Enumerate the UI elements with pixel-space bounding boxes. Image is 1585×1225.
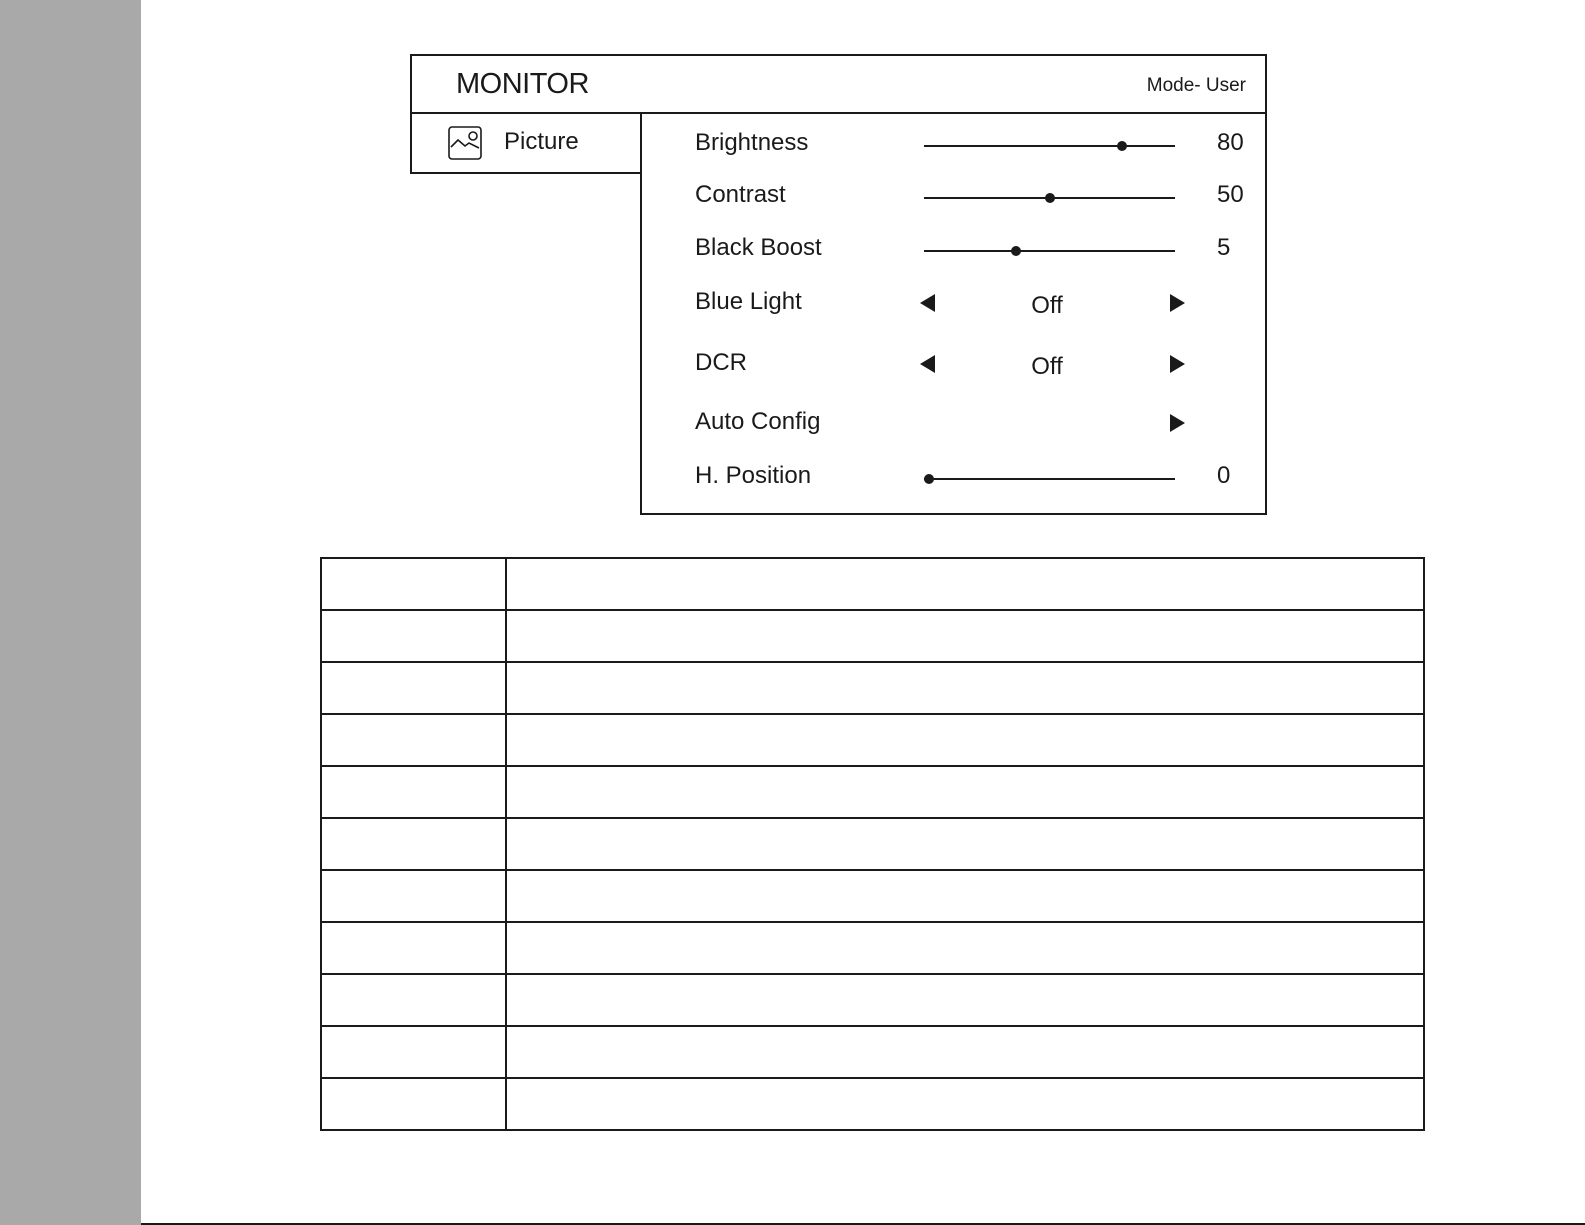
tab-label: Picture [504,128,579,155]
contrast-slider[interactable] [924,197,1175,199]
table-row [321,922,1424,974]
table-cell [506,974,1424,1026]
table-row [321,662,1424,714]
osd-header [410,54,1267,114]
table-cell [321,662,506,714]
h-position-row[interactable] [642,458,1265,498]
black-boost-row[interactable] [642,230,1265,270]
black-boost-value: 5 [1217,234,1231,261]
dcr-left-arrow-icon[interactable] [920,355,935,373]
picture-icon [448,126,482,160]
blue-light-row[interactable] [642,284,1265,324]
brightness-row[interactable] [642,125,1265,165]
table-cell [321,766,506,818]
tab-picture[interactable] [410,112,642,174]
table-row [321,766,1424,818]
table-row [321,1078,1424,1130]
table-row [321,714,1424,766]
table-cell [321,610,506,662]
table-cell [321,818,506,870]
table-cell [321,1026,506,1078]
black-boost-slider-knob[interactable] [1011,246,1021,256]
table-cell [506,870,1424,922]
table-cell [506,714,1424,766]
table-cell [506,1078,1424,1130]
description-table [320,557,1425,1131]
h-position-slider[interactable] [924,478,1175,480]
h-position-slider-knob[interactable] [924,474,934,484]
table-row [321,610,1424,662]
table-cell [321,714,506,766]
page-side-bar [0,0,141,1225]
osd-title: MONITOR [456,68,589,100]
table-cell [506,610,1424,662]
table-row [321,974,1424,1026]
contrast-slider-knob[interactable] [1045,193,1055,203]
dcr-row[interactable] [642,345,1265,385]
table-cell [321,1078,506,1130]
blue-light-left-arrow-icon[interactable] [920,294,935,312]
blue-light-label: Blue Light [695,288,802,315]
table-row [321,818,1424,870]
table-row [321,870,1424,922]
blue-light-value: Off [1031,292,1063,319]
dcr-label: DCR [695,349,747,376]
auto-config-row[interactable] [642,404,1265,444]
table-cell [506,818,1424,870]
table-cell [321,974,506,1026]
table-cell [506,1026,1424,1078]
table-cell [506,766,1424,818]
brightness-slider-knob[interactable] [1117,141,1127,151]
brightness-value: 80 [1217,129,1244,156]
h-position-label: H. Position [695,462,812,489]
contrast-label: Contrast [695,181,786,208]
contrast-value: 50 [1217,181,1244,208]
brightness-label: Brightness [695,129,809,156]
table-cell [506,922,1424,974]
table-cell [321,922,506,974]
dcr-right-arrow-icon[interactable] [1170,355,1185,373]
blue-light-right-arrow-icon[interactable] [1170,294,1185,312]
h-position-value: 0 [1217,462,1231,489]
table-cell [321,558,506,610]
auto-config-label: Auto Config [695,408,821,435]
brightness-slider[interactable] [924,145,1175,147]
table-cell [506,662,1424,714]
table-cell [506,558,1424,610]
settings-panel [640,112,1267,515]
table-row [321,558,1424,610]
table-cell [321,870,506,922]
dcr-value: Off [1031,353,1063,380]
contrast-row[interactable] [642,177,1265,217]
black-boost-slider[interactable] [924,250,1175,252]
mode-indicator: Mode- User [1146,75,1246,96]
table-row [321,1026,1424,1078]
auto-config-arrow-icon[interactable] [1170,414,1185,432]
black-boost-label: Black Boost [695,234,822,261]
